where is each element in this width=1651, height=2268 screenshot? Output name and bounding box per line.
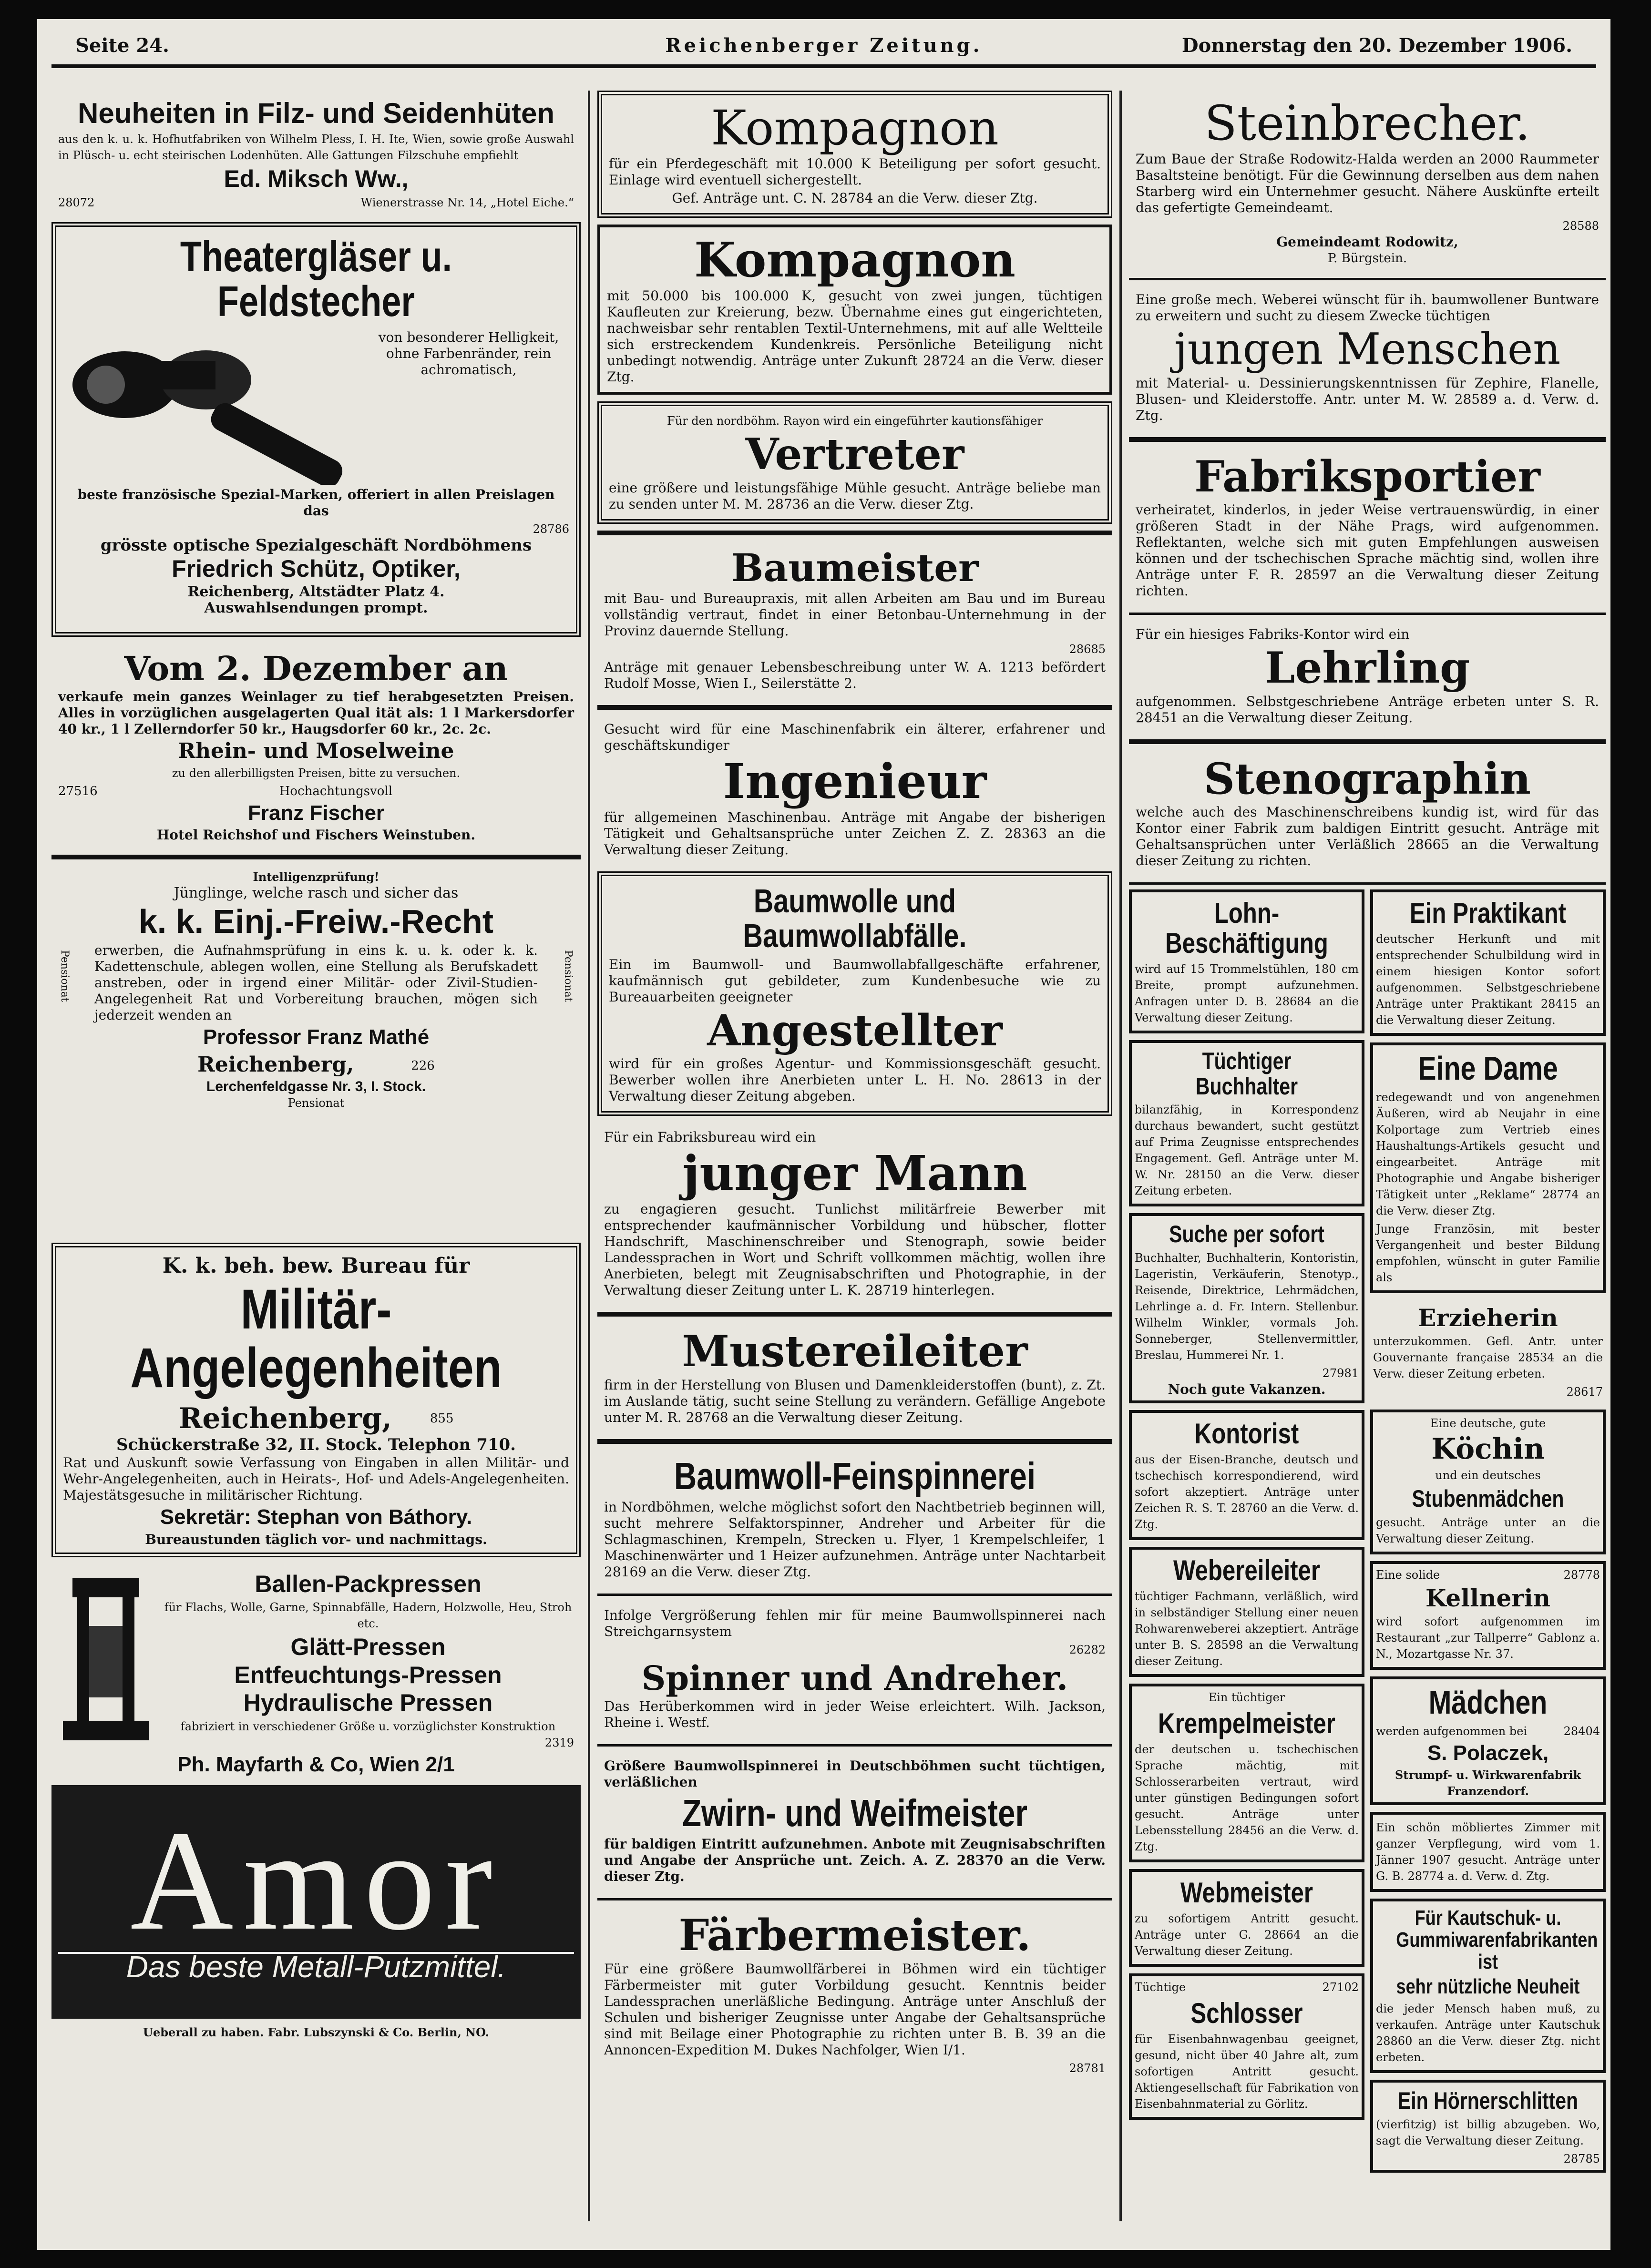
page-header: [75, 30, 1572, 58]
ad-feinspinnerei: [597, 1449, 1112, 1587]
ad-title: Theatergläser u. Feldstecher: [180, 233, 452, 326]
header-rule: [51, 64, 1596, 68]
ad-pretitle: Eine solide: [1376, 1568, 1440, 1582]
ad-body: redegewandt und von angenehmen Äußeren, wird ab Neujahr in eine Kolportage zum Vertrieb eines Haushaltungs-Artikels gesucht und eingearbeitet. Anträge mit Photographie und Angabe bisheriger Tätigkeit unter „Reklame“ 28774 an die Verw. dieser Ztg.: [1376, 1090, 1600, 1217]
ad-title: Färbermeister.: [678, 1910, 1031, 1961]
ad-body: für ein Pferdegeschäft mit 10.000 K Beteiligung per sofort gesucht. Einlage wird eventuell sichergestellt.: [609, 156, 1101, 188]
ad-signature-2: P. Bürgstein.: [1327, 251, 1407, 266]
ad-body: wird sofort aufgenommen im Restaurant „zur Tallperre“ Gablonz a. N., Mozartgasse Nr. 37.: [1376, 1615, 1600, 1661]
ad-title: Ingenieur: [723, 753, 987, 809]
ad-body: mit 50.000 bis 100.000 K, gesucht von zwei jungen, tüchtigen Kaufleuten zur Kreierung, bezw. Übernahme eines gut eingerichteten, nachweisbar sehr rentablen Textil-Unternehmens, mit auf alle Weltteile sich erstreckendem Kundenkreis. Persönliche Beteiligung nicht unbedingt notwendig. Anträge unter Zukunft 28724 an die Verw. dieser Ztg.: [607, 288, 1103, 385]
ad-vertreter: [597, 401, 1112, 524]
ad-title: Erzieherin: [1418, 1303, 1558, 1332]
ad-hours: Bureaustunden täglich vor- und nachmittags.: [145, 1531, 487, 1547]
ad-title: Fabriksportier: [1194, 451, 1540, 502]
ad-body: für baldigen Eintritt aufzunehmen. Anbote mit Zeugnisabschriften und Angabe der Ansprüche unt. Zeich. A. Z. 28370 an die Verw. dieser Ztg.: [604, 1836, 1106, 1884]
ad-body: verheiratet, kinderlos, in jeder Weise vertrauenswürdig, in einer größeren Stadt in der Nähe Prags, wird aufgenommen. Reflektanten, welche sich mit guten Empfehlungen ausweisen können und der tschechischen Sprache mächtig sind, wollen ihre Anträge unter F. R. 28597 an die Verwaltung dieser Zeitung richten.: [1136, 502, 1599, 599]
column-rule-1: [588, 91, 590, 2221]
ad-webereileiter: [1129, 1547, 1364, 1677]
ad-line-sub: für Flachs, Wolle, Garne, Spinnabfälle, Hadern, Holzwolle, Heu, Stroh etc.: [164, 1601, 572, 1631]
ad-body: Buchhalter, Buchhalterin, Kontoristin, Lageristin, Verkäuferin, Stenotyp., Reisende, Direktrice, Lehrmädchen, Lehrlinge a. d. Fr. Intern. Stellenbur. Wilhelm Winkler, vormals Joh. Sonneberger, Stellenvermittler, Breslau, Hummerei Nr. 1.: [1135, 1251, 1359, 1362]
ad-title-2: Angestellter: [707, 1005, 1003, 1056]
ad-title: Baumwoll-Feinspinnerei: [674, 1454, 1036, 1497]
ad-title: Mustereileiter: [682, 1326, 1028, 1377]
ad-body: aufgenommen. Selbstgeschriebene Anträge erbeten unter S. R. 28451 an die Verwaltung dieser Zeitung.: [1136, 693, 1599, 725]
ad-steinbrecher: [1129, 91, 1606, 271]
ad-body: (vierfitzig) ist billig abzugeben. Wo, sagt die Verwaltung dieser Zeitung.: [1376, 2117, 1600, 2147]
ad-maedchen: [1370, 1676, 1606, 1805]
ad-number: 27102: [1322, 1980, 1359, 1994]
ad-number: 28072: [58, 195, 95, 209]
divider: [597, 705, 1112, 710]
ad-body: mit Bau- und Bureaupraxis, mit allen Arbeiten am Bau und im Bureau vollständig vertraut, findet in einer Betonbau-Unternehmung in der Provinz dauernde Stellung.: [604, 590, 1106, 639]
ad-spinner: [597, 1601, 1112, 1738]
ad-title: Schlosser: [1190, 1997, 1303, 2029]
sub-column-left: [1129, 889, 1364, 2179]
ad-baumeister: [597, 540, 1112, 698]
ad-body: für allgemeinen Maschinenbau. Anträge mit Angabe der bisherigen Tätigkeit und Gehaltsansprüche unter Zeichen Z. Z. 28363 an die Verwaltung dieser Zeitung.: [604, 809, 1106, 858]
ad-subtitle: Rhein- und Moselweine: [178, 739, 454, 763]
ad-fabriksportier: [1129, 447, 1606, 606]
ad-kontorist: [1129, 1410, 1364, 1540]
ad-title: Kellnerin: [1425, 1584, 1550, 1612]
ad-firm: Ed. Miksch Ww.,: [224, 165, 409, 192]
ad-zimmer: [1370, 1812, 1606, 1892]
ad-line: Hydraulische Pressen: [243, 1689, 493, 1716]
ad-body: wird auf 15 Trommelstühlen, 180 cm Breite, prompt aufzunehmen. Anfragen unter D. B. 28684 an die Verwaltung dieser Zeitung.: [1135, 962, 1359, 1024]
ad-title: Spinner und Andreher.: [641, 1658, 1068, 1698]
ad-city: Reichenberg,: [178, 1402, 392, 1436]
ad-mid: und ein deutsches: [1435, 1469, 1541, 1482]
ad-fischer-wein: [51, 644, 581, 848]
press-machine-icon: [58, 1569, 154, 1750]
ad-title: Neuheiten in Filz- und Seidenhüten: [78, 97, 554, 129]
sub-columns: [1129, 889, 1606, 2179]
ad-number: 28781: [1069, 2061, 1106, 2075]
ad-body: zu engagieren gesucht. Tunlichst militärfreie Bewerber mit entsprechender kaufmännischer Vorbildung und hübscher, flotter Handschrift, Maschinenschreiber und Stenograph, sowie beider Landessprachen in Wort und Schrift vollkommen mächtig, wollen ihre Anerbieten, belegt mit Zeugnisabschriften und Photographie, in der Verwaltung dieser Zeitung unter L. K. 28719 hinterlegen.: [604, 1201, 1106, 1298]
ad-kompagnon-2: [597, 225, 1112, 395]
ad-features: von besonderer Helligkeit, ohne Farbenränder, rein achromatisch,: [378, 329, 559, 378]
ad-title: Vertreter: [745, 429, 964, 480]
ad-body: Rat und Auskunft sowie Verfassung von Eingaben in allen Militär- und Wehr-Angelegenheiten, auch in Heirats-, Hof- und Adels-Angelegenheiten. Majestätsgesuche in militärischer Richtung.: [63, 1455, 569, 1503]
binoculars-icon: [63, 327, 368, 485]
ad-pretitle: Für ein hiesiges Fabriks-Kontor wird ein: [1136, 626, 1410, 642]
ad-city: Reichenberg,: [197, 1052, 354, 1077]
ad-side-label: Pensionat: [59, 950, 71, 1002]
ad-tail: zu den allerbilligsten Preisen, bitte zu versuchen.: [172, 766, 461, 780]
ad-title: Tüchtiger Buchhalter: [1195, 1048, 1298, 1100]
ad-krempelmeister: [1129, 1684, 1364, 1862]
ad-number: 28404: [1563, 1724, 1600, 1738]
ad-title: Für Kautschuk- u. Gummiwarenfabrikanten ist: [1396, 1906, 1598, 1974]
ad-line: Glätt-Pressen: [290, 1634, 446, 1661]
ad-suche: [1129, 1213, 1364, 1403]
ad-lohn: [1129, 889, 1364, 1033]
ad-title: Kompagnon: [711, 100, 999, 156]
ad-signature: Gemeindeamt Rodowitz,: [1276, 234, 1458, 250]
ad-body: werden aufgenommen bei: [1376, 1724, 1528, 1738]
sub-column-right: [1370, 889, 1606, 2179]
ad-dame: [1370, 1042, 1606, 1293]
ad-body: zu sofortigem Antritt gesucht. Anträge unter G. 28664 an die Verwaltung dieser Zeitung.: [1135, 1911, 1359, 1958]
ad-tail: Gef. Anträge unt. C. N. 28784 an die Verw. dieser Ztg.: [672, 190, 1038, 206]
ad-kellnerin: [1370, 1561, 1606, 1670]
divider: [1129, 437, 1606, 442]
issue-date: Donnerstag den 20. Dezember 1906.: [1181, 34, 1572, 57]
ad-body: mit Material- u. Dessinierungskenntnissen für Zephire, Flanelle, Blusen- und Kleiderstoffe. Antr. unter M. W. 28589 a. d. Verw. d. Ztg.: [1136, 375, 1599, 423]
ad-tail: Das Herüberkommen wird in jeder Weise erleichtert. Wilh. Jackson, Rheine i. Westf.: [604, 1698, 1106, 1730]
ad-title: Suche per sofort: [1169, 1221, 1324, 1247]
divider: [597, 531, 1112, 535]
ad-pretitle: Tüchtige: [1135, 1980, 1186, 1994]
ad-body: deutscher Herkunft und mit entsprechender Schulbildung wird in einem hiesigen Kontor sofort aufgenommen. Selbstgeschriebene Anträge unter Praktikant 28415 an die Verwaltung dieser Zeitung.: [1376, 932, 1600, 1027]
ad-title: Kontorist: [1194, 1417, 1299, 1450]
ad-title-2: Stubenmädchen: [1412, 1485, 1564, 1512]
ad-tail: wird für ein großes Agentur- und Kommissionsgeschäft gesucht. Bewerber wollen ihre Anerbieten unter L. H. No. 28613 in der Verwaltung dieser Zeitung abgeben.: [609, 1056, 1101, 1104]
blank-space: [51, 1185, 581, 1243]
ad-body: aus der Eisen-Branche, deutsch und tschechisch korrespondierend, wird sofort akzeptiert. Anträge unter Zeichen R. S. T. 28760 an die Verw. d. Ztg.: [1135, 1452, 1359, 1531]
ad-body: unterzukommen. Gefl. Antr. unter Gouvernante française 28534 an die Verw. dieser Zeitung erbeten.: [1373, 1335, 1603, 1380]
ad-lehrling: [1129, 620, 1606, 733]
ad-title: Lehrling: [1264, 643, 1470, 693]
ad-theatergläser: [51, 222, 581, 637]
ad-kompagnon-1: [597, 91, 1112, 218]
ad-name: Professor Franz Mathé: [203, 1025, 430, 1049]
ad-pretitle: Intelligenzprüfung!: [253, 870, 379, 884]
ad-title: jungen Menschen: [1174, 324, 1561, 374]
ad-subtitle: Das beste Metall-Putzmittel.: [58, 1952, 574, 1975]
ad-number: 27516: [58, 784, 98, 799]
ad-extra: Junge Französin, mit bester Vergangenheit und bester Bildung empfohlen, wünscht in guter Familie als: [1376, 1222, 1600, 1284]
ad-stenographin: [1129, 749, 1606, 876]
ad-secretary: Sekretär: Stephan von Báthory.: [160, 1505, 472, 1529]
divider: [597, 1744, 1112, 1747]
ad-webmeister: [1129, 1869, 1364, 1967]
ad-body: eine größere und leistungsfähige Mühle gesucht. Anträge beliebe man zu senden unter M. M. 28736 an die Verw. dieser Ztg.: [609, 480, 1101, 512]
ad-pretitle: Größere Baumwollspinnerei in Deutschböhmen sucht tüchtigen, verläßlichen: [604, 1758, 1106, 1790]
ad-title: Krempelmeister: [1158, 1707, 1335, 1739]
ad-tail: Anträge mit genauer Lebensbeschreibung unter W. A. 1213 befördert Rudolf Mosse, Wien I., Seilerstätte 2.: [604, 659, 1106, 691]
ad-number: 28785: [1563, 2152, 1600, 2166]
divider: [597, 1312, 1112, 1317]
ad-title: Vom 2. Dezember an: [124, 648, 508, 688]
ad-number: 28685: [1069, 642, 1106, 656]
ad-mustereileiter: [597, 1321, 1112, 1432]
ad-firm-sub: Strumpf- u. Wirkwarenfabrik Franzendorf.: [1395, 1767, 1581, 1798]
ad-militaer: [51, 1243, 581, 1557]
ad-title: Zwirn- und Weifmeister: [682, 1792, 1028, 1834]
ad-body: firm in der Herstellung von Blusen und Damenkleiderstoffen (bunt), z. Zt. im Auslande tätig, sucht seine Stellung zu verändern. Gefällige Angebote unter M. R. 28768 an die Verwaltung dieser Zeitung.: [604, 1377, 1106, 1425]
ad-firm: Ph. Mayfarth & Co, Wien 2/1: [177, 1752, 455, 1776]
ad-body: gesucht. Anträge unter an die Verwaltung dieser Zeitung.: [1376, 1515, 1600, 1545]
column-1: [51, 91, 581, 2221]
ad-number: 226: [411, 1059, 435, 1073]
ad-title: k. k. Einj.-Freiw.-Recht: [138, 903, 494, 940]
ad-name: Franz Fischer: [247, 801, 385, 825]
divider: [51, 855, 581, 859]
ad-number: 28786: [533, 522, 569, 536]
ad-title: Baumeister: [731, 545, 979, 590]
ad-body: aus den k. u. k. Hofhutfabriken von Wilhelm Pless, I. H. Ite, Wien, sowie große Auswahl in Plüsch- u. echt steirischen Lodenhüten. Alle Gattungen Filzschuhe empfiehlt: [58, 133, 574, 162]
ad-kautschuk: [1370, 1899, 1606, 2074]
ad-title: Kompagnon: [694, 232, 1015, 288]
ad-firm: S. Polaczek,: [1427, 1741, 1549, 1765]
ad-footer: Ueberall zu haben. Fabr. Lubszynski & Co. Berlin, NO.: [143, 2025, 489, 2039]
ad-pretitle: Eine große mech. Weberei wünscht für ih. baumwollener Buntware zu erweitern und sucht zu diesem Zwecke tüchtigen: [1136, 292, 1599, 324]
divider: [597, 1594, 1112, 1596]
ad-number: 855: [430, 1411, 454, 1426]
ad-tagline: grösste optische Spezialgeschäft Nordböhmens: [100, 535, 532, 555]
ad-pretitle: Für ein Fabriksbureau wird ein: [604, 1129, 816, 1145]
ad-pretitle: Eine deutsche, gute: [1430, 1417, 1546, 1430]
ad-ingenieur: [597, 715, 1112, 865]
ad-faerbermeister: [597, 1905, 1112, 2081]
ad-body: verkaufe mein ganzes Weinlager zu tief herabgesetzten Preisen. Alles in vorzüglichen ausgelagerten Qual ität als: 1 l Markersdorfer 40 kr., 1 l Zellerndorfer 50 kr., Haugsdorfer 60 kr., 2c. 2c.: [58, 689, 574, 737]
ad-line-sub: fabriziert in verschiedener Größe u. vorzüglichster Konstruktion: [180, 1719, 556, 1733]
ad-praktikant: [1370, 889, 1606, 1036]
ad-footer: Pensionat: [287, 1096, 345, 1110]
ad-body: bilanzfähig, in Korrespondenz durchaus bewandert, sucht gestützt auf Prima Zeugnisse entsprechendes Engagement. Gefl. Anträge unter M. W. Nr. 28150 an die Verw. dieser Zeitung erbeten.: [1135, 1103, 1359, 1197]
ad-title: Steinbrecher.: [1204, 95, 1530, 151]
page-number: Seite 24.: [75, 34, 169, 57]
ad-title: Webereileiter: [1173, 1554, 1321, 1586]
ad-number: 27981: [1322, 1366, 1359, 1380]
ad-body: Ein im Baumwoll- und Baumwollabfallgeschäfte erfahrener, kaufmännisch gut gebildeter, zum Kundenbesuche wie zu Bureauarbeiten geeigneter: [609, 956, 1101, 1005]
ad-body: Für eine größere Baumwollfärberei in Böhmen wird ein tüchtiger Färbermeister mit guter Vorbildung gesucht. Kenntnis beider Landessprachen unerläßliche Bedingung. Anträge unter Anschluß der Schulen und bisheriger Zeugnisse unter Angabe der Gehaltsansprüche sind mit Beilage einer Photographie zu richten unter B. B. 39 an die Annoncen-Expedition M. Dukes Nachfolger, Wien I/1.: [604, 1961, 1106, 2058]
column-2: [597, 91, 1112, 2221]
ad-line: Entfeuchtungs-Pressen: [234, 1661, 502, 1688]
ad-koechin: [1370, 1410, 1606, 1554]
ad-junger-mann: [597, 1123, 1112, 1305]
ad-greeting: Hochachtungsvoll: [279, 784, 393, 799]
divider: [1129, 278, 1606, 280]
ad-body: für Eisenbahnwagenbau geeignet, gesund, nicht über 40 Jahre alt, zum sofortigen Antritt gesucht. Aktiengesellschaft für Fabrikation von Eisenbahnmaterial zu Görlitz.: [1135, 2032, 1359, 2111]
ad-title: Stenographin: [1204, 753, 1531, 804]
ad-title: Militär-Angelegenheiten: [130, 1277, 502, 1400]
ad-footer: Auswahlsendungen prompt.: [204, 600, 428, 616]
ad-erzieherin: [1370, 1300, 1606, 1403]
ad-address: Lerchenfeldgasse Nr. 3, I. Stock.: [206, 1079, 426, 1095]
ad-firm: Friedrich Schütz, Optiker,: [172, 555, 461, 582]
ad-title: Lohn-Beschäftigung: [1165, 897, 1328, 959]
ad-hoernerschlitten: [1370, 2080, 1606, 2173]
divider: [597, 1439, 1112, 1444]
ad-number: 28617: [1566, 1385, 1603, 1399]
ad-body: beste französische Spezial-Marken, offeriert in allen Preislagen das: [77, 486, 555, 519]
column-3: [1129, 91, 1606, 2221]
ad-filz-seidenhueten: [51, 91, 581, 215]
divider: [1129, 882, 1606, 885]
ad-pressen: [51, 1564, 581, 1778]
ad-pretitle: Ein tüchtiger: [1208, 1690, 1285, 1704]
ad-address: Schückerstraße 32, II. Stock. Telephon 710.: [116, 1435, 516, 1455]
ad-title: Webmeister: [1180, 1876, 1313, 1909]
ad-number: 28778: [1563, 1568, 1600, 1582]
ad-pretitle: K. k. beh. bew. Bureau für: [162, 1254, 470, 1278]
ad-title: Baumwolle und Baumwollabfälle.: [743, 882, 967, 954]
newspaper-page: [37, 19, 1610, 2250]
ad-address: Reichenberg, Altstädter Platz 4.: [187, 583, 445, 600]
ad-body: tüchtiger Fachmann, verläßlich, wird in selbständiger Stellung einer neuen Rohwarenweberei akzeptiert. Anträge unter B. S. 28598 an die Verwaltung dieser Zeitung.: [1135, 1589, 1359, 1668]
ad-address: Wienerstrasse Nr. 14, „Hotel Eiche.“: [360, 195, 574, 209]
ad-body: erwerben, die Aufnahmsprüfung in eins k. u. k. oder k. k. Kadettenschule, ablegen wollen, eine Stellung als Berufskadett anstreben, oder in irgend einer Militär- oder Zivil-Studien-Angelegenheit Rat und Vorbereitung brauchen, mögen sich jederzeit wenden an: [94, 942, 538, 1023]
ad-number: 26282: [1069, 1643, 1106, 1656]
ad-body: Zum Baue der Straße Rodowitz-Halda werden an 2000 Raummeter Basaltsteine benötigt. Für die Gewinnung derselben aus dem nahen Starberg wird ein Unternehmer gesucht. Nähere Auskünfte erteilt das gefertigte Gemeindeamt.: [1136, 151, 1599, 215]
ad-number: 2319: [544, 1736, 574, 1749]
newspaper-title: Reichenberger Zeitung.: [665, 34, 983, 57]
ad-body: Ein schön möbliertes Zimmer mit ganzer Verpflegung, wird vom 1. Jänner 1907 gesucht. Anträge unter G. B. 28774 a. d. Verw. d. Ztg.: [1376, 1820, 1600, 1883]
divider: [1129, 739, 1606, 744]
ad-jungen-menschen: [1129, 285, 1606, 430]
ad-lead: Jünglinge, welche rasch und sicher das: [174, 885, 459, 902]
ad-title: Köchin: [1431, 1432, 1545, 1466]
ad-mathe: [51, 864, 581, 1179]
divider: [597, 1898, 1112, 1900]
ad-pretitle: Infolge Vergrößerung fehlen mir für meine Baumwollspinnerei nach Streichgarnsystem: [604, 1607, 1106, 1639]
ad-tail: Noch gute Vakanzen.: [1168, 1381, 1326, 1397]
ad-title: Ein Praktikant: [1409, 897, 1567, 929]
ad-body: die jeder Mensch haben muß, zu verkaufen. Anträge unter Kautschuk 28860 an die Verw. dieser Ztg. nicht erbeten.: [1376, 2002, 1600, 2064]
ad-side-label: Pensionat: [562, 950, 574, 1002]
column-rule-2: [1119, 91, 1122, 2221]
ad-buchhalter: [1129, 1040, 1364, 1206]
ad-schlosser: [1129, 1973, 1364, 2120]
ad-line: Ballen-Packpressen: [255, 1570, 482, 1597]
ad-title: Eine Dame: [1418, 1050, 1558, 1087]
ad-place: Hotel Reichshof und Fischers Weinstuben.: [156, 827, 476, 843]
ad-body: in Nordböhmen, welche möglichst sofort den Nachtbetrieb beginnen will, sucht mehrere Selfaktorspinner, Andreher und Arbeiter für die Schlagmaschinen, Krempeln, Strecken u. Flyer, 1 Krempelschleifer, 1 Maschinenwärter und 1 Heizer aufzunehmen. Anträge unter Nachtarbeit 28169 an die Verw. dieser Ztg.: [604, 1499, 1106, 1580]
ad-pretitle: Für den nordböhm. Rayon wird ein eingeführter kautionsfähiger: [667, 414, 1043, 428]
ad-pretitle: Gesucht wird für eine Maschinenfabrik ein älterer, erfahrener und geschäftskundiger: [604, 721, 1106, 753]
ad-number: 28588: [1562, 219, 1599, 233]
ad-title: Ein Hörnerschlitten: [1397, 2087, 1579, 2115]
ad-title: Mädchen: [1428, 1684, 1548, 1721]
ad-body: welche auch des Maschinenschreibens kundig ist, wird für das Kontor einer Fabrik zum baldigen Eintritt gesucht. Anträge mit Gehaltsansprüchen unter Verläßlich 28665 an die Verwaltung dieser Zeitung zu richten.: [1136, 804, 1599, 868]
ad-body: der deutschen u. tschechischen Sprache mächtig, mit Schlosserarbeiten vertraut, wird unter günstigen Bedingungen sofort gesucht. Anträge unter Lebensstellung 28456 an die Verw. d. Ztg.: [1135, 1742, 1359, 1853]
ad-zwirn: [597, 1751, 1112, 1891]
ad-title: junger Mann: [682, 1145, 1027, 1201]
ad-title: Amor: [130, 1801, 502, 1960]
divider: [1129, 613, 1606, 615]
ad-title-2: sehr nützliche Neuheit: [1396, 1975, 1580, 1999]
ad-amor: [51, 1785, 581, 2019]
ad-baumwolle: [597, 871, 1112, 1116]
